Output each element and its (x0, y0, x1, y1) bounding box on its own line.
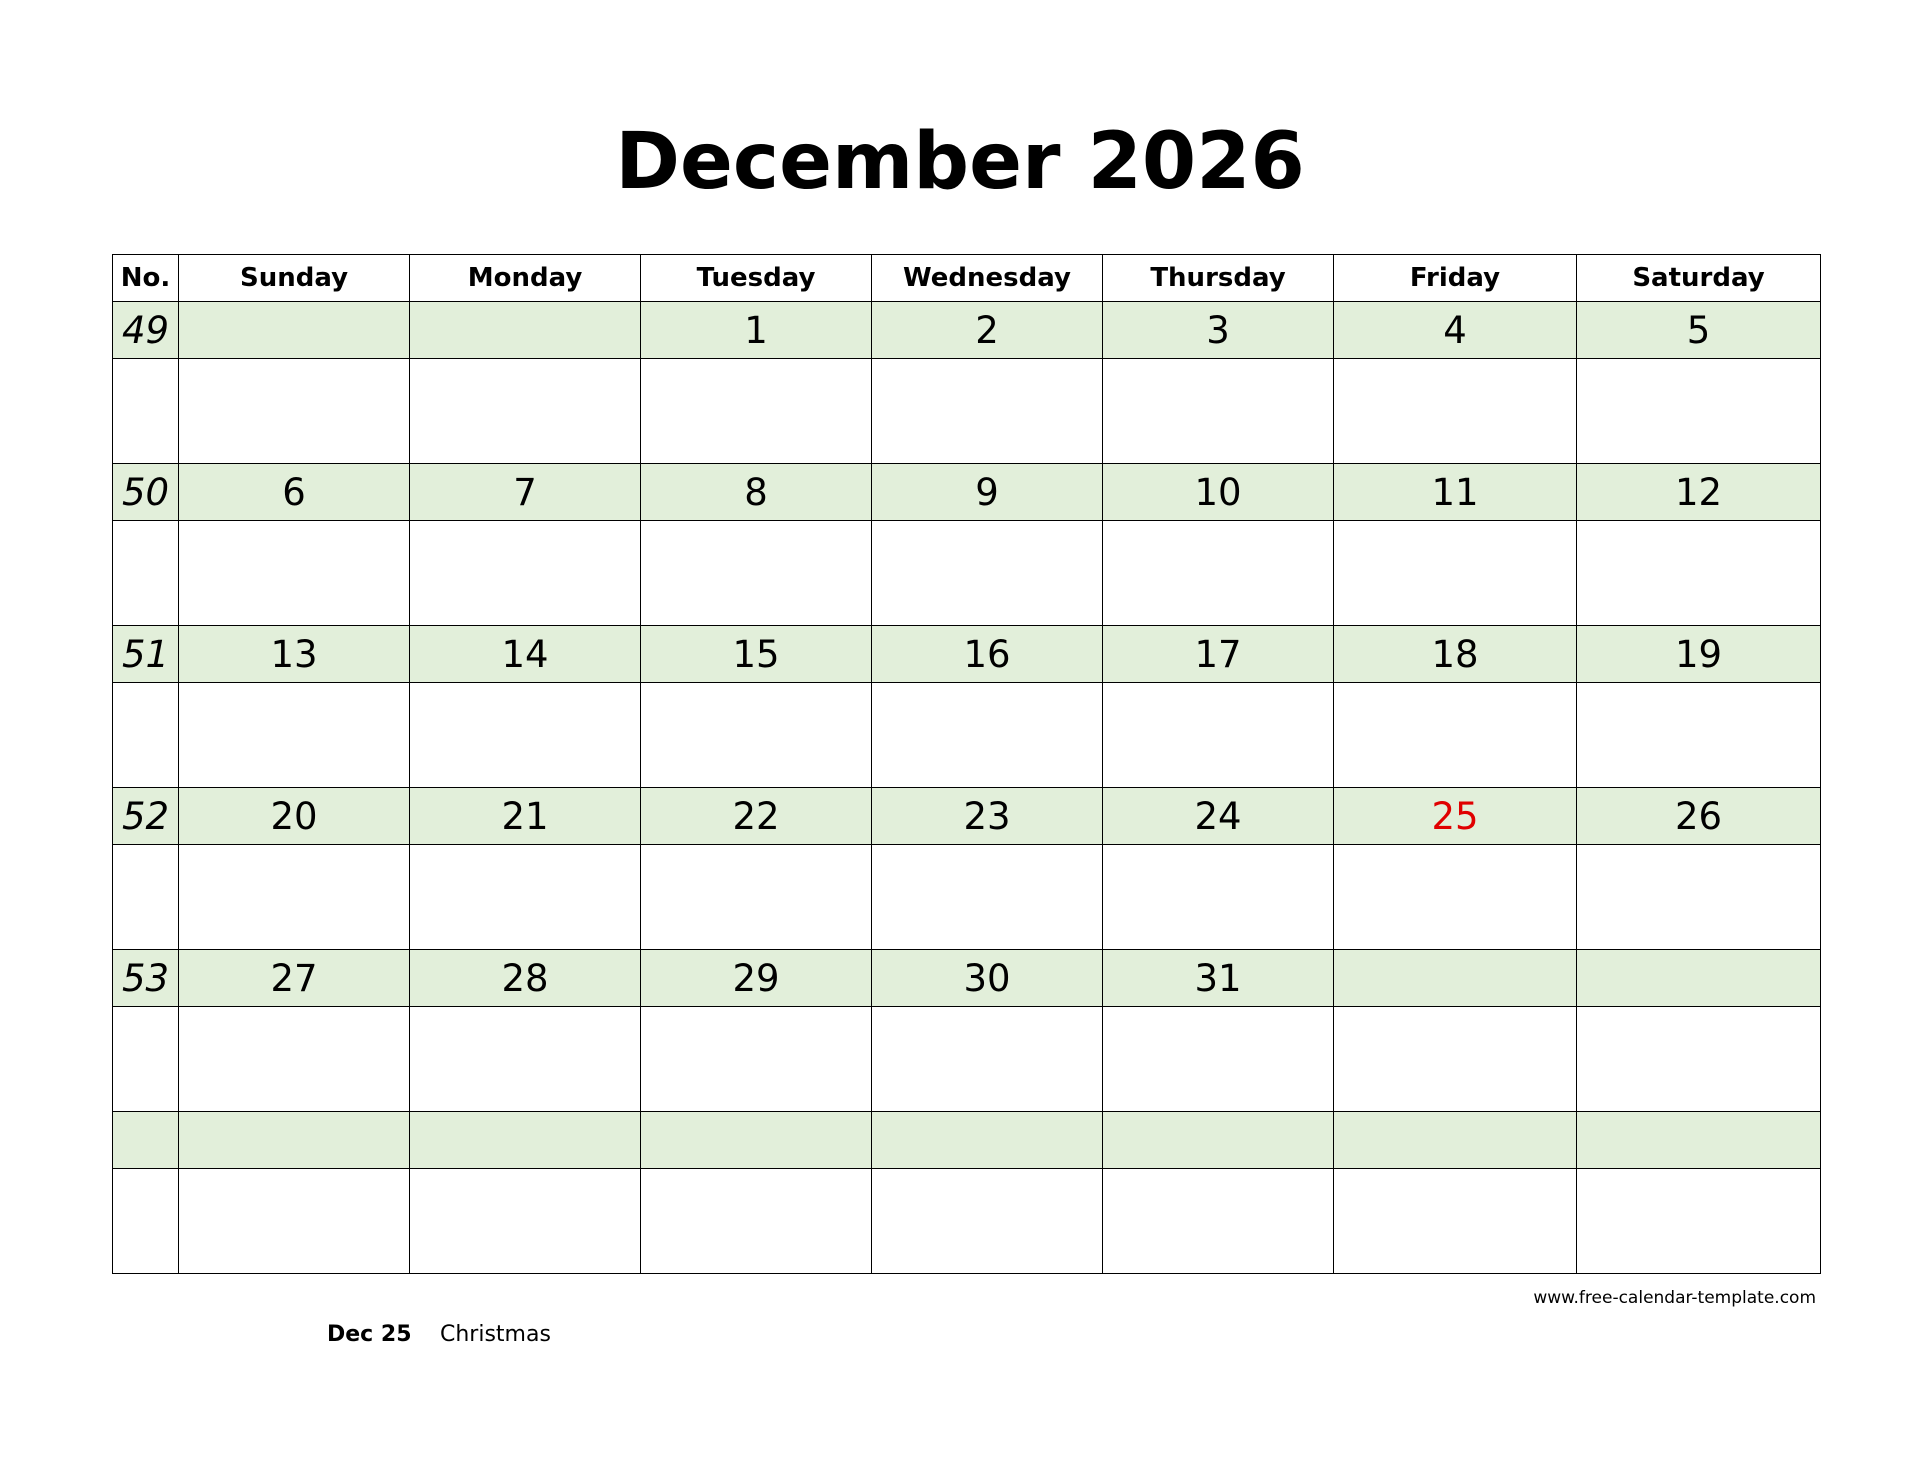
day-cell: 24 (1103, 788, 1334, 845)
notes-cell (1334, 1007, 1577, 1112)
day-cell: 21 (410, 788, 641, 845)
week-number: 53 (113, 950, 179, 1007)
day-cell: 7 (410, 464, 641, 521)
week-notes-row (113, 1169, 1821, 1274)
day-cell: 31 (1103, 950, 1334, 1007)
notes-cell (410, 845, 641, 950)
notes-cell (872, 1169, 1103, 1274)
week-date-row (113, 950, 1821, 1007)
holiday-name: Christmas (440, 1322, 551, 1347)
week-notes-row (113, 683, 1821, 788)
day-cell: 29 (641, 950, 872, 1007)
notes-cell (1334, 1169, 1577, 1274)
notes-cell (1577, 359, 1821, 464)
day-cell (641, 1112, 872, 1169)
day-cell-holiday: 25 (1334, 788, 1577, 845)
day-cell: 6 (179, 464, 410, 521)
notes-cell (1334, 521, 1577, 626)
notes-cell (113, 683, 179, 788)
notes-cell (113, 1007, 179, 1112)
day-cell: 17 (1103, 626, 1334, 683)
day-cell: 9 (872, 464, 1103, 521)
day-cell: 26 (1577, 788, 1821, 845)
notes-cell (113, 845, 179, 950)
week-date-row (113, 788, 1821, 845)
notes-cell (179, 845, 410, 950)
weekday-header-thursday: Thursday (1103, 255, 1334, 302)
notes-cell (410, 521, 641, 626)
notes-cell (1577, 521, 1821, 626)
week-number: 51 (113, 626, 179, 683)
notes-cell (1103, 359, 1334, 464)
notes-cell (410, 359, 641, 464)
day-cell: 11 (1334, 464, 1577, 521)
day-cell (179, 302, 410, 359)
day-cell: 12 (1577, 464, 1821, 521)
day-cell (1103, 1112, 1334, 1169)
day-cell: 16 (872, 626, 1103, 683)
day-cell: 23 (872, 788, 1103, 845)
notes-cell (1577, 683, 1821, 788)
notes-cell (179, 359, 410, 464)
day-cell (1577, 1112, 1821, 1169)
week-date-row (113, 626, 1821, 683)
week-number: 49 (113, 302, 179, 359)
notes-cell (410, 1007, 641, 1112)
day-cell: 19 (1577, 626, 1821, 683)
weekday-header-wednesday: Wednesday (872, 255, 1103, 302)
day-cell (410, 302, 641, 359)
holiday-list (327, 1322, 551, 1347)
day-cell (179, 1112, 410, 1169)
day-cell: 14 (410, 626, 641, 683)
notes-cell (113, 1169, 179, 1274)
notes-cell (641, 683, 872, 788)
week-notes-row (113, 845, 1821, 950)
day-cell: 4 (1334, 302, 1577, 359)
notes-cell (641, 845, 872, 950)
week-notes-row (113, 359, 1821, 464)
notes-cell (641, 521, 872, 626)
notes-cell (641, 1007, 872, 1112)
weekday-header-tuesday: Tuesday (641, 255, 872, 302)
day-cell (1334, 1112, 1577, 1169)
weekday-header-friday: Friday (1334, 255, 1577, 302)
website-link[interactable]: www.free-calendar-template.com (1533, 1288, 1816, 1308)
week-number (113, 1112, 179, 1169)
notes-cell (1334, 683, 1577, 788)
notes-cell (641, 1169, 872, 1274)
day-cell: 30 (872, 950, 1103, 1007)
notes-cell (410, 683, 641, 788)
day-cell: 5 (1577, 302, 1821, 359)
day-cell: 10 (1103, 464, 1334, 521)
notes-cell (1103, 1169, 1334, 1274)
notes-cell (179, 1169, 410, 1274)
notes-cell (872, 359, 1103, 464)
calendar-title: December 2026 (615, 117, 1305, 207)
notes-cell (1103, 521, 1334, 626)
notes-cell (1334, 845, 1577, 950)
notes-cell (113, 359, 179, 464)
notes-cell (179, 683, 410, 788)
notes-cell (1577, 1007, 1821, 1112)
day-cell (410, 1112, 641, 1169)
week-number: 50 (113, 464, 179, 521)
day-cell: 22 (641, 788, 872, 845)
notes-cell (179, 1007, 410, 1112)
notes-cell (1103, 683, 1334, 788)
notes-cell (872, 845, 1103, 950)
week-date-row (113, 302, 1821, 359)
day-cell: 27 (179, 950, 410, 1007)
day-cell: 28 (410, 950, 641, 1007)
day-cell: 8 (641, 464, 872, 521)
day-cell (872, 1112, 1103, 1169)
day-cell: 1 (641, 302, 872, 359)
day-cell: 20 (179, 788, 410, 845)
notes-cell (1334, 359, 1577, 464)
day-cell: 13 (179, 626, 410, 683)
week-number: 52 (113, 788, 179, 845)
day-cell: 3 (1103, 302, 1334, 359)
weekday-header-row (113, 255, 1821, 302)
notes-cell (1103, 845, 1334, 950)
calendar-grid (112, 254, 1821, 1274)
day-cell (1577, 950, 1821, 1007)
day-cell: 15 (641, 626, 872, 683)
week-date-row (113, 1112, 1821, 1169)
day-cell: 18 (1334, 626, 1577, 683)
day-cell: 2 (872, 302, 1103, 359)
weekday-header-monday: Monday (410, 255, 641, 302)
notes-cell (1577, 845, 1821, 950)
weekday-header-saturday: Saturday (1577, 255, 1821, 302)
notes-cell (1103, 1007, 1334, 1112)
week-number-header: No. (113, 255, 179, 302)
holiday-date: Dec 25 (327, 1322, 412, 1347)
day-cell (1334, 950, 1577, 1007)
notes-cell (872, 683, 1103, 788)
notes-cell (179, 521, 410, 626)
week-notes-row (113, 1007, 1821, 1112)
weekday-header-sunday: Sunday (179, 255, 410, 302)
week-notes-row (113, 521, 1821, 626)
week-date-row (113, 464, 1821, 521)
notes-cell (641, 359, 872, 464)
notes-cell (1577, 1169, 1821, 1274)
notes-cell (872, 1007, 1103, 1112)
notes-cell (872, 521, 1103, 626)
notes-cell (113, 521, 179, 626)
holiday-item (327, 1322, 551, 1347)
notes-cell (410, 1169, 641, 1274)
